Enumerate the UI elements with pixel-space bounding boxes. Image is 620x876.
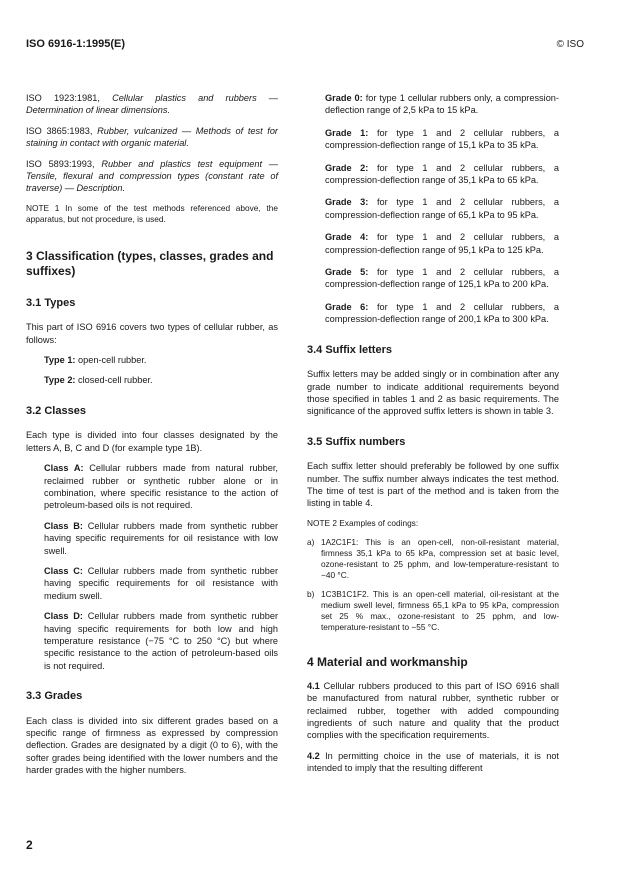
page-number: 2: [26, 838, 33, 852]
note-1: NOTE 1 In some of the test methods referenced above, the apparatus, but not procedure, is used.: [26, 202, 278, 224]
reference-1: ISO 1923:1981, Cellular plastics and rubbers — Determination of linear dimensions.: [26, 93, 278, 116]
section-3-4-heading: 3.4 Suffix letters: [307, 343, 392, 356]
section-4-heading: 4 Material and workmanship: [307, 654, 468, 669]
suffix-numbers-text: Each suffix letter should preferably be followed by one suffix number. The suffix number always indicates the test method. The time of test is part of the method and is taken from the listing in table 4.: [307, 461, 559, 509]
grade-5: Grade 5: for type 1 and 2 cellular rubbers, a compression-deflection range of 125,1 kPa to 200 kPa.: [325, 267, 559, 290]
grade-6: Grade 6: for type 1 and 2 cellular rubbers, a compression-deflection range of 200,1 kPa to 300 kPa.: [325, 301, 559, 325]
suffix-letters-text: Suffix letters may be added singly or in combination after any grade number to indicate additional requirements beyond those specified in tables 1 and 2 as basic requirements. The significance of the approved suffix letters is shown in table 3.: [307, 369, 559, 417]
grades-intro: Each class is divided into six different grades based on a specific range of firmness as expressed by compression deflection. Grades are designated by a digit (0 to 6), with the softer grades being identified with the lower numbers and the harder grades with the higher numbers.: [26, 715, 278, 776]
paragraph-4-1: 4.1 Cellular rubbers produced to this part of ISO 6916 shall be manufactured from natural rubber, synthetic rubber or reclaimed rubber, together with added compounding ingredients of such nature and quality that the product complies with the specification requirements.: [307, 680, 559, 741]
section-3-5-heading: 3.5 Suffix numbers: [307, 435, 406, 448]
grade-4: Grade 4: for type 1 and 2 cellular rubbers, a compression-deflection range of 95,1 kPa to 125 kPa.: [325, 232, 559, 255]
class-b: Class B: Cellular rubbers made from synthetic rubber having specific requirements for oil resistance with low swell.: [44, 520, 279, 556]
reference-3: ISO 5893:1993, Rubber and plastics test equipment — Tensile, flexural and compression types (constant rate of traverse) — Description.: [26, 158, 279, 194]
class-a: Class A: Cellular rubbers made from natural rubber, reclaimed rubber or synthetic rubber alone or in combination, where specific resistance to the action of petroleum-based oils is not required.: [44, 463, 278, 511]
note-2: NOTE 2 Examples of codings:: [307, 517, 419, 528]
section-3-1-heading: 3.1 Types: [26, 296, 76, 309]
right-column: [307, 92, 559, 783]
types-intro: This part of ISO 6916 covers two types of cellular rubber, as follows:: [26, 322, 278, 345]
document-id: ISO 6916-1:1995(E): [26, 38, 126, 50]
copyright-mark: © ISO: [556, 39, 584, 50]
grade-2: Grade 2: for type 1 and 2 cellular rubbers, a compression-deflection range of 35,1 kPa to 65 kPa.: [325, 162, 559, 186]
left-column: [26, 92, 278, 785]
classes-intro: Each type is divided into four classes designated by the letters A, B, C and D (for example type 1B).: [26, 430, 278, 453]
class-c: Class C: Cellular rubbers made from synthetic rubber having specific requirements for oil resistance with medium swell.: [44, 565, 279, 601]
type-2: Type 2: closed-cell rubber.: [44, 375, 153, 386]
reference-2: ISO 3865:1983, Rubber, vulcanized — Methods of test for staining in contact with organic material.: [26, 125, 278, 149]
section-3-3-heading: 3.3 Grades: [26, 690, 83, 703]
section-3-2-heading: 3.2 Classes: [26, 404, 86, 417]
section-3-heading: 3 Classification (types, classes, grades and suffixes): [26, 248, 274, 278]
grade-3: Grade 3: for type 1 and 2 cellular rubbers, a compression-deflection range of 65,1 kPa to 95 kPa.: [325, 197, 559, 220]
grade-1: Grade 1: for type 1 and 2 cellular rubbers, a compression-deflection range of 15,1 kPa to 35 kPa.: [325, 127, 559, 151]
type-1: Type 1: open-cell rubber.: [44, 355, 147, 366]
example-a: a) 1A2C1F1: This is an open-cell, non-oil-resistant material, firmness 35,1 kPa to 65 kPa, compression set at basic level, ozone-resistant to 25 pphm, and low-temperature-resistant to −40 °C.: [307, 536, 559, 580]
example-b: b) 1C3B1C1F2. This is an open-cell material, oil-resistant at the medium swell level, firmness 65,1 kPa to 95 kPa, compression set 25 % max., ozone-resistant to 25 pphm, and low-temperature-resistant to −55 °C.: [307, 588, 559, 632]
paragraph-4-2: 4.2 In permitting choice in the use of materials, it is not intended to imply that the resulting different: [307, 750, 559, 774]
grade-0: Grade 0: for type 1 cellular rubbers only, a compression-deflection range of 2,5 kPa to 15 kPa.: [325, 93, 559, 116]
class-d: Class D: Cellular rubbers made from synthetic rubber having specific requirements for both low and high temperature resistance (−75 °C to 250 °C) but where specific resistance to the action of petroleum-based oils is not required.: [44, 611, 279, 671]
